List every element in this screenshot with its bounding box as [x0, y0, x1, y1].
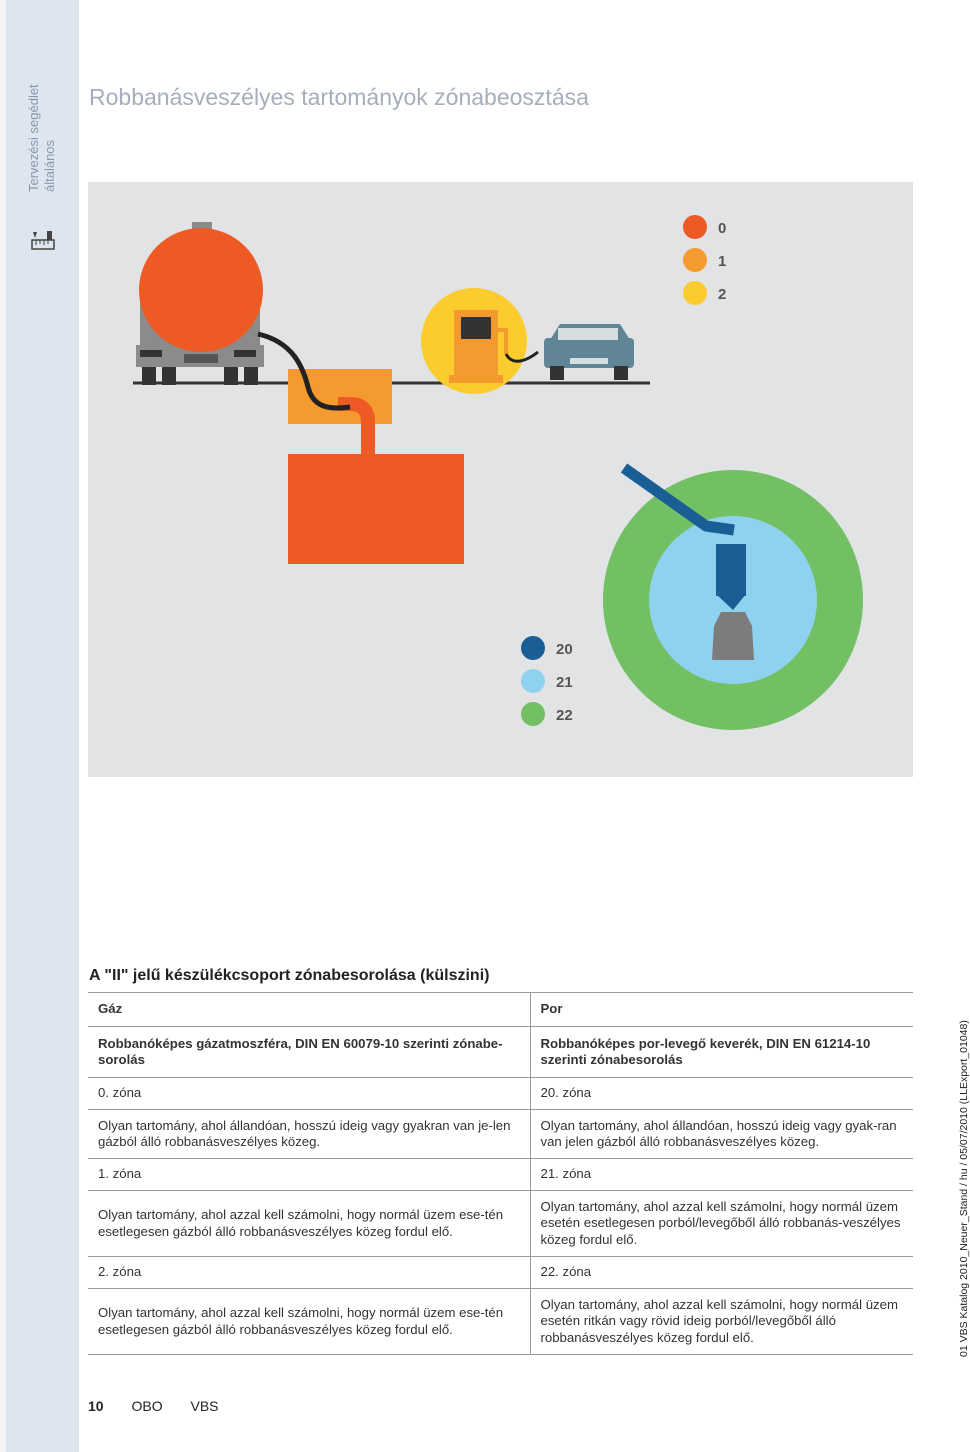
zone-label: 0. zóna	[88, 1078, 530, 1110]
zone-description: Olyan tartomány, ahol azzal kell számolni, hogy normál üzem ese-tén esetlegesen gázból álló robbanásveszélyes közeg fordul elő.	[88, 1289, 530, 1355]
zone0-underground-tank	[288, 454, 464, 564]
legend-zone21-label: 21	[556, 674, 573, 691]
side-caption	[26, 52, 58, 192]
zone-label: 1. zóna	[88, 1159, 530, 1191]
zone-description: Olyan tartomány, ahol azzal kell számolni, hogy normál üzem esetén esetlegesen porból/levegőből álló robbanás-veszélyes közeg fordul elő.	[530, 1191, 913, 1257]
side-band	[0, 0, 79, 1452]
zone-description: Olyan tartomány, ahol állandóan, hosszú ideig vagy gyakran van je-len gázból álló robbanásveszélyes közeg.	[88, 1110, 530, 1159]
page-footer	[88, 1398, 243, 1414]
legend-zone22-label: 22	[556, 707, 573, 724]
legend-zone0-label: 0	[718, 220, 727, 237]
zone-description: Olyan tartomány, ahol állandóan, hosszú ideig vagy gyak-ran van jelen gázból álló robbanásveszélyes közeg.	[530, 1110, 913, 1159]
zone-label: 21. zóna	[530, 1159, 913, 1191]
legend-zone20-label: 20	[556, 641, 573, 658]
zone-label: 22. zóna	[530, 1257, 913, 1289]
footer-product: VBS	[190, 1398, 219, 1414]
zone-table	[88, 992, 913, 1355]
table-row	[88, 1159, 913, 1191]
legend-zone0-swatch	[683, 215, 707, 239]
legend-zone2-swatch	[683, 281, 707, 305]
legend-zone20-swatch	[521, 636, 545, 660]
side-caption-line1: Tervezési segédlet	[26, 84, 41, 192]
ruler-pencil-icon	[31, 230, 57, 257]
zone0-tank	[139, 228, 263, 352]
legend-zone1-label: 1	[718, 253, 727, 270]
section-title: A "II" jelű készülékcsoport zónabesorolása (külszini)	[89, 967, 490, 984]
header-gas: Gáz	[88, 993, 530, 1027]
subheader-gas: Robbanóképes gázatmoszféra, DIN EN 60079-10 szerinti zónabe-sorolás	[88, 1027, 530, 1078]
zone-illustration	[88, 182, 913, 777]
table-header-row	[88, 993, 913, 1027]
header-dust: Por	[530, 993, 913, 1027]
zone-description: Olyan tartomány, ahol azzal kell számolni, hogy normál üzem esetén ritkán vagy rövid ideig porból/levegőből álló robbanásveszélyes közeg fordul elő.	[530, 1289, 913, 1355]
subheader-dust: Robbanóképes por-levegő keverék, DIN EN 61214-10 szerinti zónabesorolás	[530, 1027, 913, 1078]
table-row	[88, 1289, 913, 1355]
legend-zone21-swatch	[521, 669, 545, 693]
side-caption-line2: általános	[42, 139, 57, 192]
table-row	[88, 1078, 913, 1110]
car	[544, 324, 634, 380]
page-title: Robbanásveszélyes tartományok zónabeosztása	[89, 84, 589, 110]
tanker-truck	[136, 222, 264, 385]
footer-brand: OBO	[131, 1398, 163, 1414]
zone-description: Olyan tartomány, ahol azzal kell számolni, hogy normál üzem ese-tén esetlegesen gázból álló robbanásveszélyes közeg fordul elő.	[88, 1191, 530, 1257]
page-number: 10	[88, 1398, 104, 1414]
zone-label: 2. zóna	[88, 1257, 530, 1289]
fuel-pump	[449, 310, 506, 383]
dust-bag	[712, 612, 754, 660]
legend-zone22-swatch	[521, 702, 545, 726]
table-row	[88, 1110, 913, 1159]
zone20-hopper	[716, 544, 746, 596]
dust-legend	[521, 636, 573, 726]
table-subheader-row	[88, 1027, 913, 1078]
catalog-note: 01 VBS Katalog 2010_Neuer_Stand / hu / 05/07/2010 (LLExport_01048)	[958, 1020, 970, 1357]
legend-zone2-label: 2	[718, 286, 727, 303]
gas-legend	[683, 215, 726, 305]
zone-label: 20. zóna	[530, 1078, 913, 1110]
table-row	[88, 1191, 913, 1257]
table-row	[88, 1257, 913, 1289]
legend-zone1-swatch	[683, 248, 707, 272]
